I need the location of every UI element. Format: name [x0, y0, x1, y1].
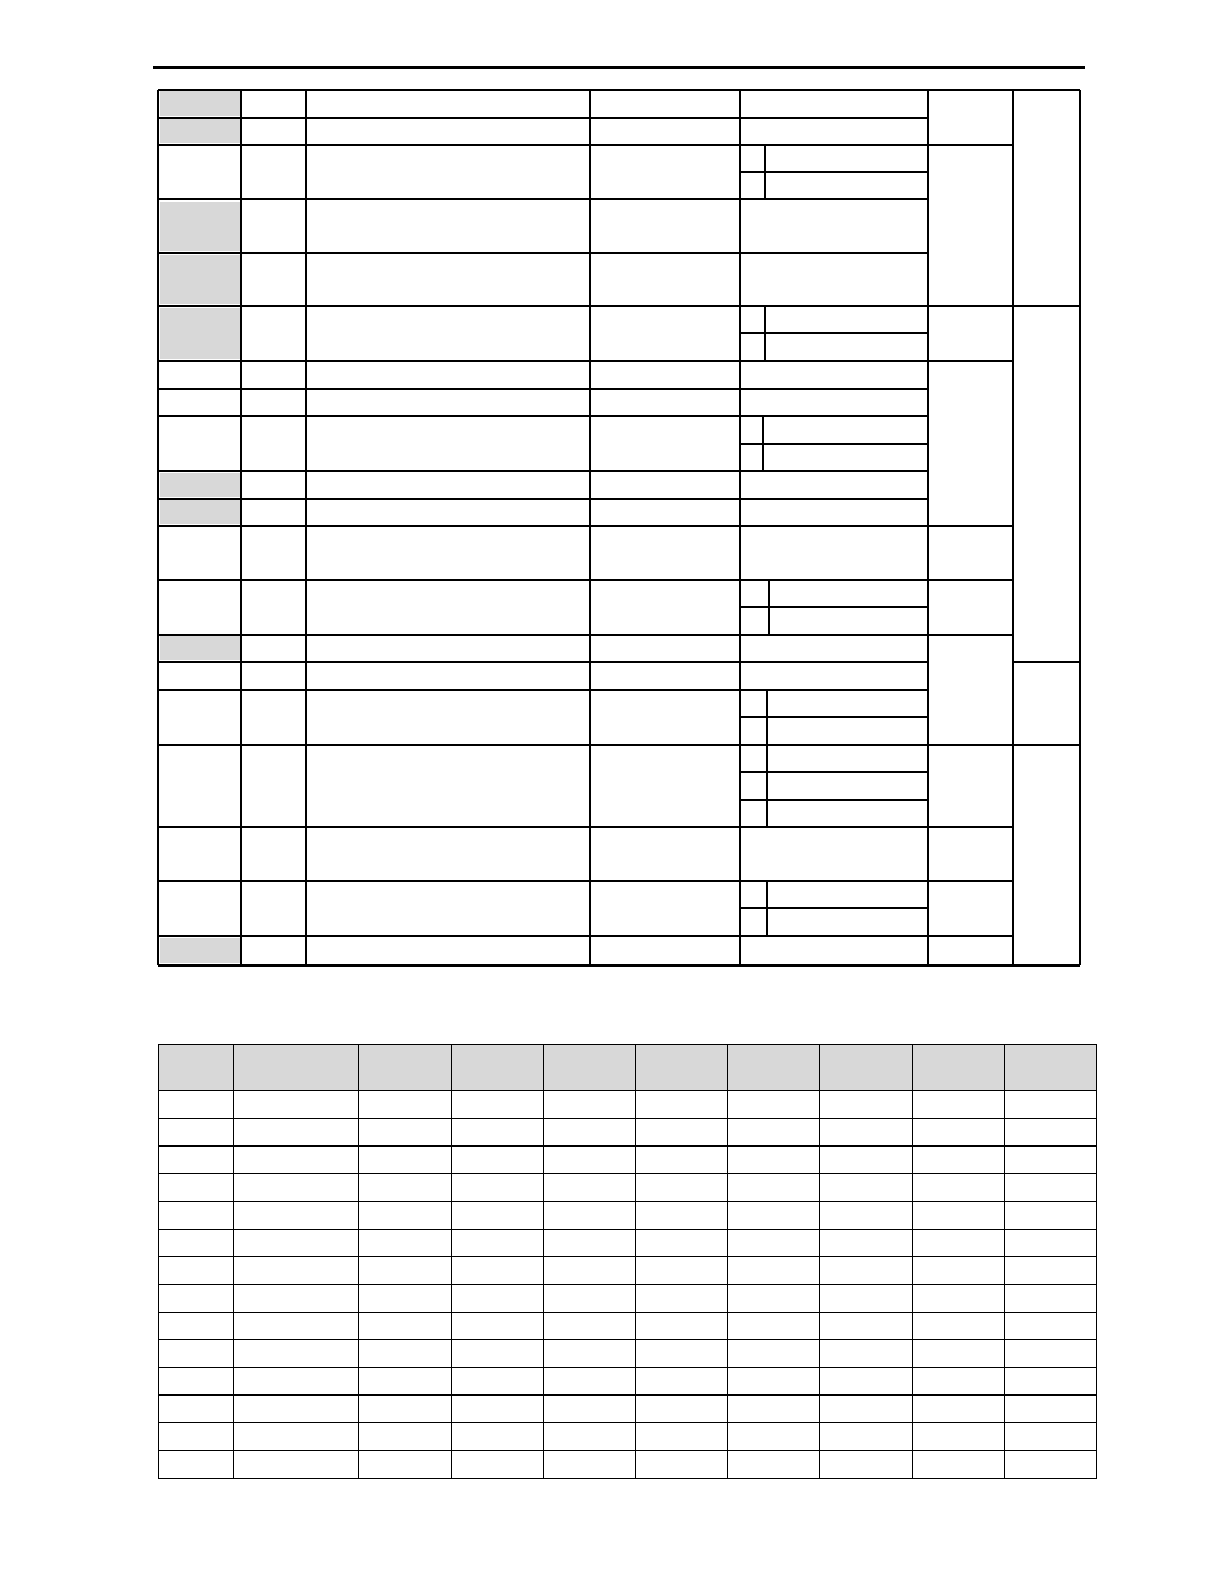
summary-cell — [159, 1091, 234, 1119]
register-shaded-cell — [160, 255, 240, 304]
summary-cell — [728, 1146, 820, 1174]
summary-cell — [912, 1146, 1004, 1174]
table-rule — [1013, 661, 1080, 663]
summary-cell — [359, 1118, 451, 1146]
table-rule — [927, 90, 929, 965]
summary-cell — [234, 1368, 359, 1396]
summary-column-header — [159, 1045, 234, 1091]
summary-cell — [1004, 1257, 1096, 1285]
summary-cell — [159, 1118, 234, 1146]
summary-row — [159, 1229, 1097, 1257]
table-rule — [928, 579, 1013, 581]
table-rule — [158, 498, 928, 500]
summary-cell — [359, 1284, 451, 1312]
table-rule — [157, 90, 159, 965]
summary-cell — [820, 1201, 912, 1229]
table-rule — [158, 388, 928, 390]
summary-row — [159, 1395, 1097, 1423]
summary-cell — [159, 1229, 234, 1257]
summary-column-header — [234, 1045, 359, 1091]
table-rule — [158, 117, 928, 119]
summary-cell — [820, 1229, 912, 1257]
summary-cell — [543, 1312, 635, 1340]
summary-column-header — [728, 1045, 820, 1091]
summary-cell — [234, 1423, 359, 1451]
summary-cell — [451, 1118, 543, 1146]
summary-cell — [635, 1368, 727, 1396]
summary-cell — [1004, 1451, 1096, 1479]
summary-cell — [451, 1146, 543, 1174]
summary-header-row — [159, 1045, 1097, 1091]
summary-cell — [1004, 1091, 1096, 1119]
summary-cell — [451, 1257, 543, 1285]
table-rule — [305, 90, 307, 965]
table-rule — [158, 744, 928, 746]
summary-cell — [820, 1174, 912, 1202]
summary-cell — [728, 1229, 820, 1257]
summary-cell — [451, 1423, 543, 1451]
table-rule — [740, 716, 928, 718]
summary-cell — [635, 1312, 727, 1340]
summary-cell — [159, 1201, 234, 1229]
summary-cell — [543, 1229, 635, 1257]
summary-cell — [359, 1395, 451, 1423]
summary-cell — [234, 1201, 359, 1229]
summary-cell — [159, 1451, 234, 1479]
summary-cell — [912, 1174, 1004, 1202]
summary-cell — [1004, 1395, 1096, 1423]
summary-row — [159, 1368, 1097, 1396]
summary-column-header — [635, 1045, 727, 1091]
summary-cell — [234, 1284, 359, 1312]
table-rule — [740, 443, 928, 445]
table-rule — [158, 144, 928, 146]
summary-cell — [635, 1340, 727, 1368]
summary-column-header — [359, 1045, 451, 1091]
table-rule — [240, 90, 242, 965]
table-rule — [158, 634, 928, 636]
summary-cell — [1004, 1340, 1096, 1368]
summary-cell — [728, 1340, 820, 1368]
summary-cell — [820, 1423, 912, 1451]
table-rule — [589, 90, 591, 965]
summary-row — [159, 1091, 1097, 1119]
summary-cell — [451, 1091, 543, 1119]
summary-row — [159, 1451, 1097, 1479]
summary-cell — [820, 1368, 912, 1396]
summary-cell — [359, 1423, 451, 1451]
summary-cell — [159, 1340, 234, 1368]
summary-cell — [1004, 1368, 1096, 1396]
summary-column-header — [451, 1045, 543, 1091]
summary-cell — [635, 1284, 727, 1312]
summary-cell — [359, 1451, 451, 1479]
summary-cell — [635, 1423, 727, 1451]
table-rule — [740, 332, 928, 334]
summary-cell — [912, 1284, 1004, 1312]
summary-cell — [820, 1312, 912, 1340]
summary-column-header — [543, 1045, 635, 1091]
summary-cell — [543, 1257, 635, 1285]
summary-cell — [234, 1146, 359, 1174]
summary-cell — [359, 1174, 451, 1202]
summary-cell — [728, 1312, 820, 1340]
table-rule — [1013, 744, 1080, 746]
register-shaded-cell — [160, 119, 240, 143]
summary-cell — [234, 1091, 359, 1119]
summary-cell — [359, 1201, 451, 1229]
summary-row — [159, 1284, 1097, 1312]
summary-row — [159, 1423, 1097, 1451]
summary-cell — [820, 1146, 912, 1174]
summary-cell — [543, 1174, 635, 1202]
summary-cell — [1004, 1312, 1096, 1340]
summary-cell — [912, 1368, 1004, 1396]
table-rule — [740, 771, 928, 773]
summary-cell — [543, 1368, 635, 1396]
summary-cell — [234, 1451, 359, 1479]
table-rule — [928, 634, 1013, 636]
summary-row — [159, 1312, 1097, 1340]
summary-cell — [359, 1091, 451, 1119]
summary-cell — [234, 1340, 359, 1368]
summary-cell — [159, 1257, 234, 1285]
table-rule — [740, 799, 928, 801]
summary-cell — [635, 1451, 727, 1479]
table-rule — [740, 171, 928, 173]
summary-cell — [820, 1340, 912, 1368]
summary-table — [158, 1044, 1097, 1479]
summary-cell — [912, 1395, 1004, 1423]
summary-cell — [1004, 1229, 1096, 1257]
summary-cell — [635, 1229, 727, 1257]
summary-cell — [543, 1201, 635, 1229]
summary-cell — [1004, 1284, 1096, 1312]
summary-cell — [912, 1201, 1004, 1229]
table-rule — [928, 880, 1013, 882]
summary-row — [159, 1174, 1097, 1202]
summary-cell — [820, 1284, 912, 1312]
summary-cell — [159, 1312, 234, 1340]
summary-cell — [159, 1284, 234, 1312]
summary-cell — [728, 1174, 820, 1202]
summary-cell — [234, 1118, 359, 1146]
table-rule — [158, 89, 1080, 91]
table-rule — [158, 415, 928, 417]
summary-cell — [728, 1284, 820, 1312]
summary-cell — [359, 1257, 451, 1285]
summary-cell — [820, 1257, 912, 1285]
summary-cell — [820, 1395, 912, 1423]
register-shaded-cell — [160, 938, 240, 963]
summary-cell — [912, 1451, 1004, 1479]
table-rule — [158, 360, 928, 362]
summary-cell — [1004, 1118, 1096, 1146]
summary-cell — [543, 1118, 635, 1146]
register-shaded-cell — [160, 636, 240, 660]
table-rule — [158, 935, 928, 937]
table-rule — [158, 826, 928, 828]
table-rule — [766, 745, 768, 827]
summary-column-header — [1004, 1045, 1096, 1091]
summary-cell — [543, 1451, 635, 1479]
summary-row — [159, 1118, 1097, 1146]
summary-cell — [234, 1395, 359, 1423]
summary-cell — [234, 1174, 359, 1202]
table-rule — [158, 305, 928, 307]
summary-cell — [1004, 1423, 1096, 1451]
table-rule — [1012, 90, 1014, 965]
summary-cell — [635, 1257, 727, 1285]
summary-cell — [820, 1091, 912, 1119]
register-shaded-cell — [160, 308, 240, 359]
table-rule — [740, 606, 928, 608]
summary-cell — [359, 1312, 451, 1340]
summary-cell — [635, 1118, 727, 1146]
table-rule — [928, 360, 1013, 362]
summary-cell — [728, 1091, 820, 1119]
summary-cell — [635, 1174, 727, 1202]
summary-cell — [451, 1229, 543, 1257]
summary-cell — [451, 1395, 543, 1423]
summary-cell — [359, 1229, 451, 1257]
summary-cell — [451, 1284, 543, 1312]
summary-cell — [635, 1395, 727, 1423]
summary-cell — [728, 1368, 820, 1396]
summary-cell — [159, 1146, 234, 1174]
summary-cell — [543, 1284, 635, 1312]
register-shaded-cell — [160, 202, 240, 251]
table-rule — [158, 252, 928, 254]
register-shaded-cell — [160, 91, 240, 116]
table-rule — [158, 689, 928, 691]
summary-cell — [728, 1423, 820, 1451]
summary-cell — [912, 1340, 1004, 1368]
summary-cell — [543, 1146, 635, 1174]
table-rule — [928, 305, 1013, 307]
summary-cell — [451, 1312, 543, 1340]
summary-cell — [1004, 1201, 1096, 1229]
summary-cell — [159, 1368, 234, 1396]
table-rule — [928, 826, 1013, 828]
summary-cell — [728, 1201, 820, 1229]
summary-cell — [234, 1257, 359, 1285]
table-rule — [158, 470, 928, 472]
table-rule — [1079, 90, 1081, 965]
summary-cell — [543, 1423, 635, 1451]
summary-row — [159, 1257, 1097, 1285]
summary-row — [159, 1201, 1097, 1229]
summary-cell — [820, 1451, 912, 1479]
table-rule — [158, 661, 928, 663]
summary-cell — [635, 1146, 727, 1174]
register-shaded-cell — [160, 473, 240, 497]
summary-cell — [912, 1257, 1004, 1285]
summary-cell — [159, 1174, 234, 1202]
summary-cell — [635, 1091, 727, 1119]
summary-cell — [1004, 1146, 1096, 1174]
summary-cell — [159, 1423, 234, 1451]
summary-cell — [359, 1340, 451, 1368]
summary-cell — [728, 1395, 820, 1423]
summary-column-header — [820, 1045, 912, 1091]
summary-cell — [543, 1091, 635, 1119]
summary-cell — [234, 1229, 359, 1257]
summary-cell — [359, 1368, 451, 1396]
table-rule — [158, 525, 928, 527]
summary-row — [159, 1340, 1097, 1368]
table-rule — [1013, 305, 1080, 307]
table-rule — [928, 144, 1013, 146]
summary-cell — [912, 1118, 1004, 1146]
table-rule — [739, 90, 741, 965]
summary-cell — [912, 1091, 1004, 1119]
summary-cell — [543, 1340, 635, 1368]
table-rule — [928, 744, 1013, 746]
summary-cell — [912, 1312, 1004, 1340]
summary-cell — [728, 1257, 820, 1285]
summary-cell — [820, 1118, 912, 1146]
table-rule — [928, 525, 1013, 527]
table-rule — [740, 907, 928, 909]
summary-row — [159, 1146, 1097, 1174]
table-rule — [158, 964, 1080, 967]
summary-cell — [912, 1229, 1004, 1257]
summary-cell — [912, 1423, 1004, 1451]
summary-cell — [451, 1368, 543, 1396]
summary-cell — [543, 1395, 635, 1423]
summary-cell — [451, 1451, 543, 1479]
summary-cell — [728, 1451, 820, 1479]
summary-cell — [451, 1174, 543, 1202]
table-rule — [158, 880, 928, 882]
summary-cell — [234, 1312, 359, 1340]
table-rule — [928, 935, 1013, 937]
table-rule — [158, 579, 928, 581]
summary-column-header — [912, 1045, 1004, 1091]
summary-cell — [451, 1201, 543, 1229]
summary-cell — [359, 1146, 451, 1174]
summary-cell — [451, 1340, 543, 1368]
summary-cell — [159, 1395, 234, 1423]
summary-cell — [728, 1118, 820, 1146]
summary-cell — [1004, 1174, 1096, 1202]
summary-cell — [635, 1201, 727, 1229]
table-rule — [158, 198, 928, 200]
register-shaded-cell — [160, 500, 240, 524]
